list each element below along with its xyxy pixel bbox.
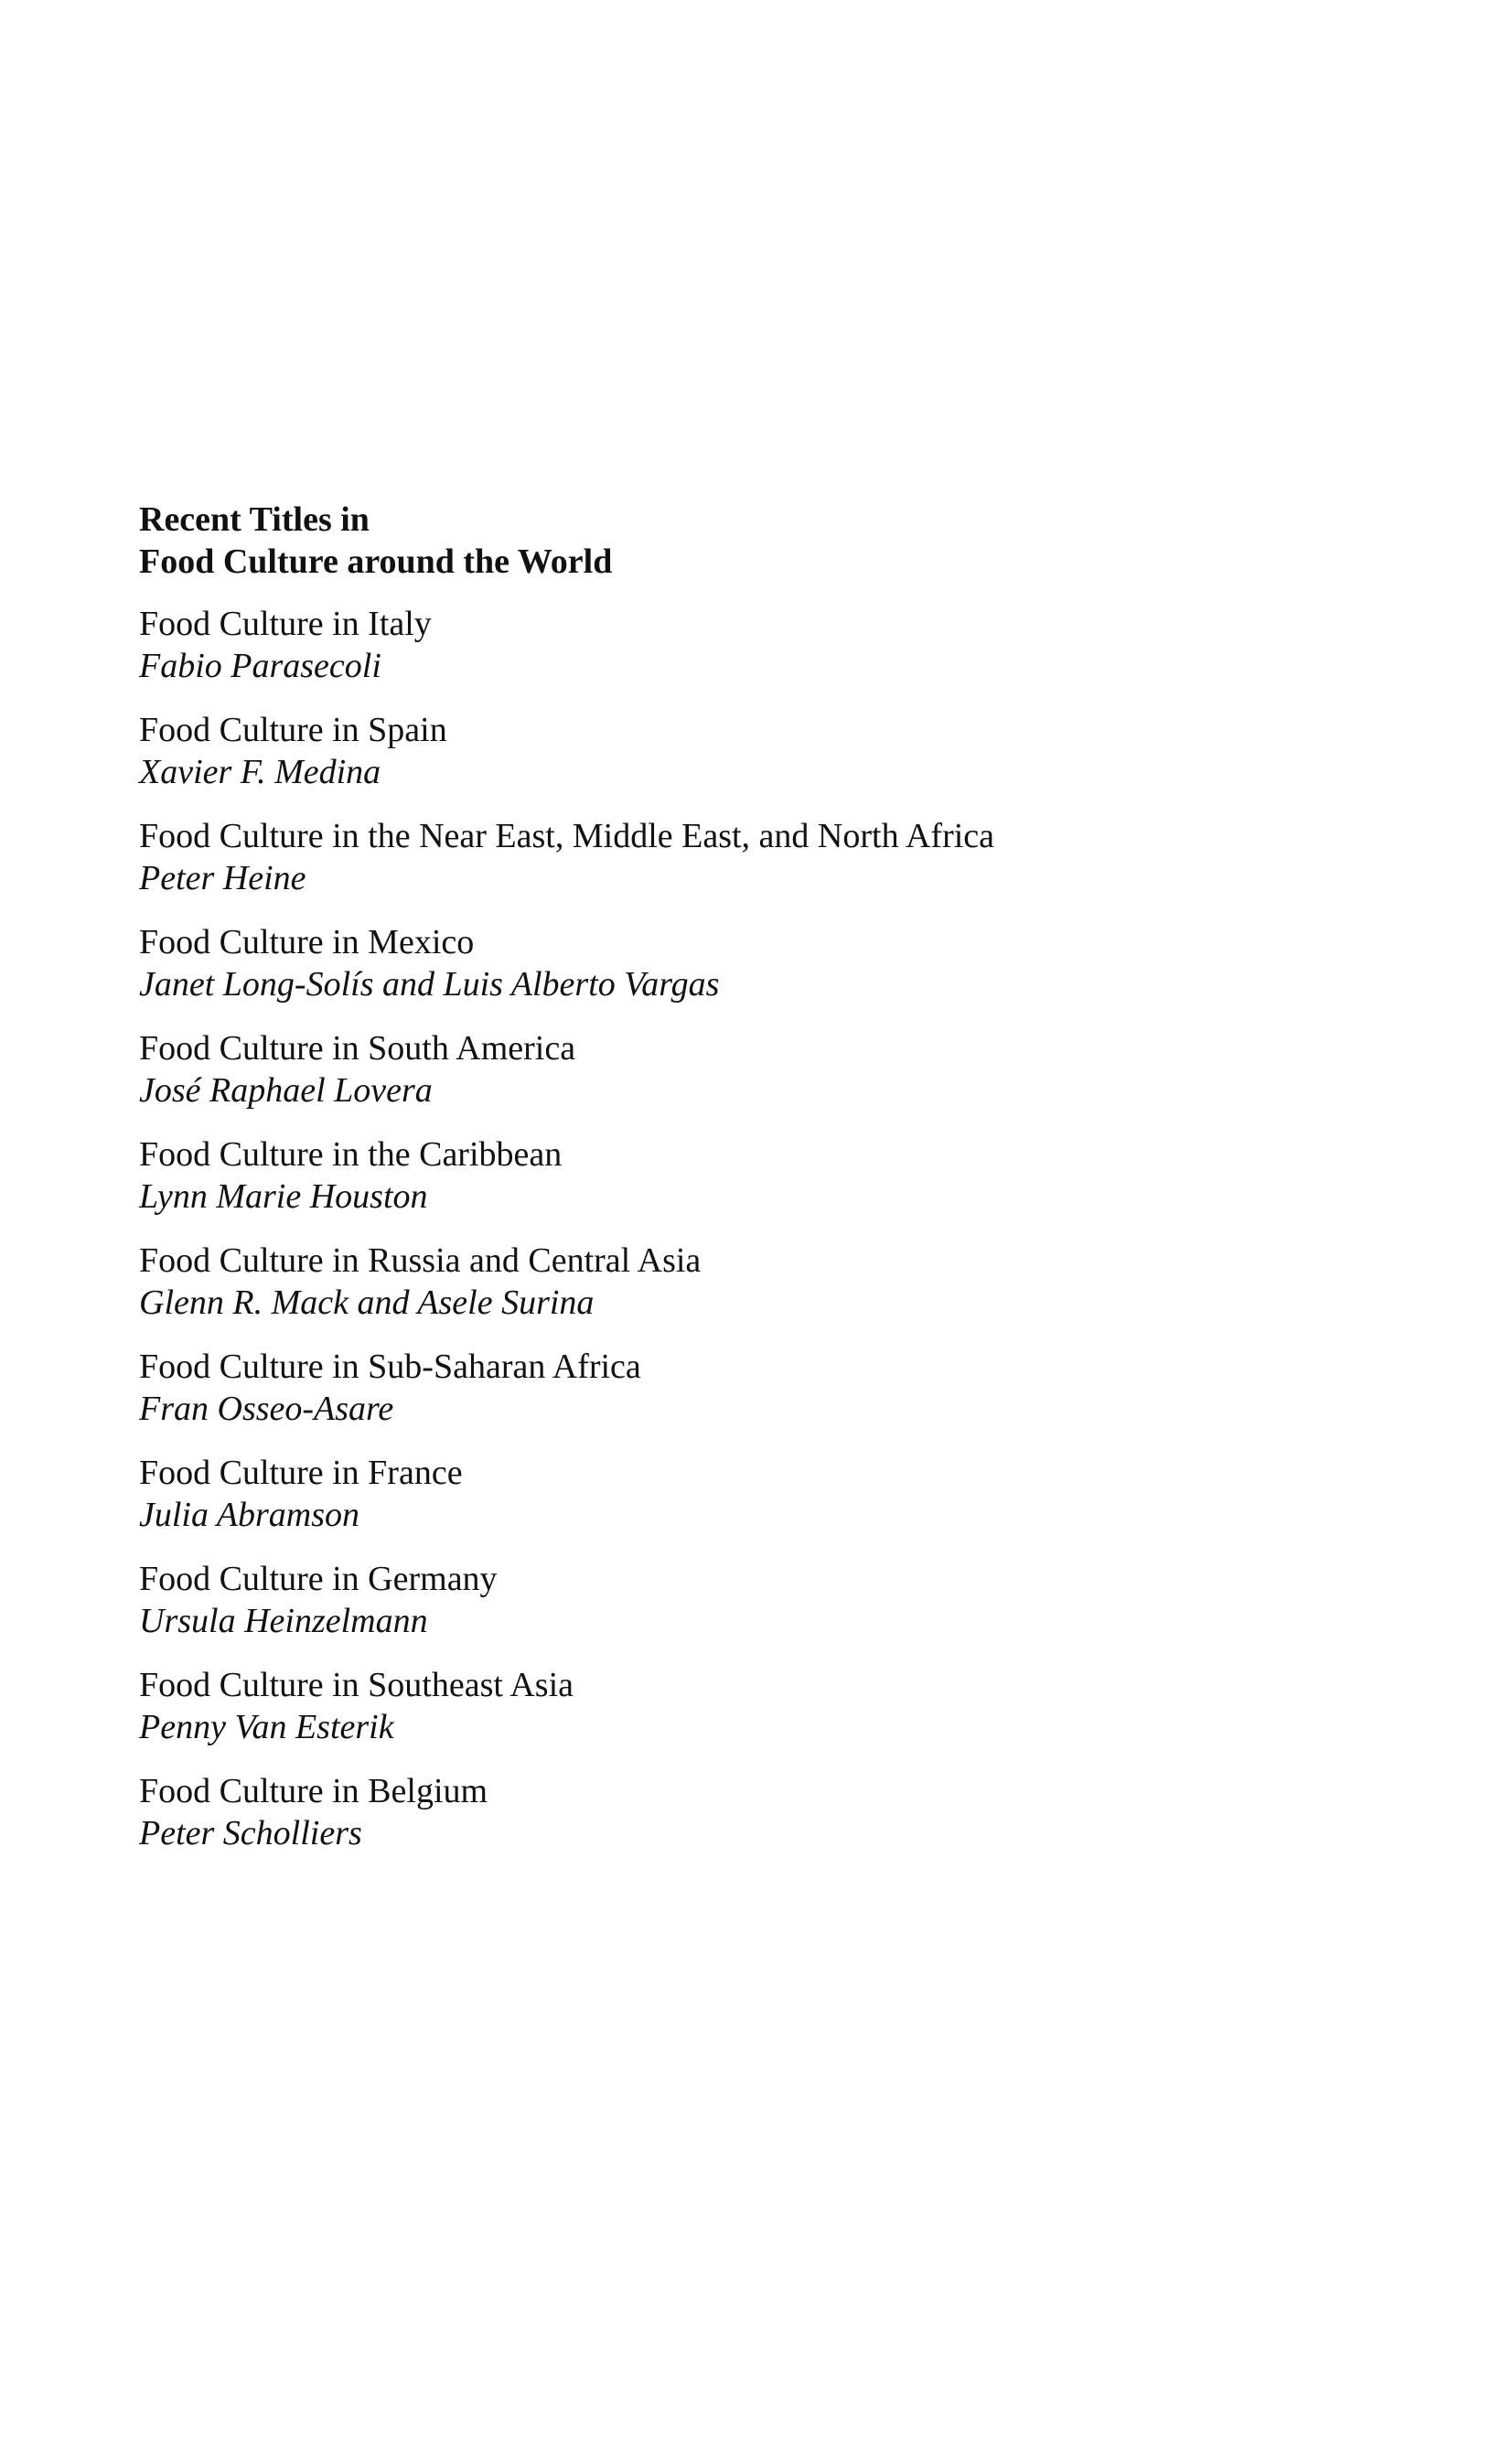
- title-entry: [139, 1346, 1328, 1430]
- title-list: [139, 603, 1328, 1854]
- series-heading-line-2: Food Culture around the World: [139, 542, 613, 581]
- book-title: Food Culture in South America: [139, 1029, 576, 1068]
- book-title: Food Culture in the Near East, Middle East, and North Africa: [139, 817, 995, 855]
- book-author: José Raphael Lovera: [139, 1071, 433, 1110]
- title-entry: [139, 1240, 1328, 1324]
- title-entry: [139, 1664, 1328, 1748]
- title-entry: [139, 815, 1328, 899]
- title-entry: [139, 1027, 1328, 1111]
- book-author: Fabio Parasecoli: [139, 647, 381, 685]
- title-entry: [139, 1558, 1328, 1642]
- book-title: Food Culture in Mexico: [139, 923, 475, 961]
- book-author: Fran Osseo-Asare: [139, 1390, 394, 1428]
- book-author: Glenn R. Mack and Asele Surina: [139, 1283, 595, 1322]
- title-entry: [139, 921, 1328, 1005]
- series-heading-line-1: Recent Titles in: [139, 500, 370, 539]
- book-author: Janet Long-Solís and Luis Alberto Vargas: [139, 965, 720, 1004]
- book-author: Peter Scholliers: [139, 1814, 362, 1852]
- book-title: Food Culture in the Caribbean: [139, 1135, 563, 1174]
- book-title: Food Culture in Spain: [139, 711, 447, 749]
- book-author: Julia Abramson: [139, 1496, 360, 1534]
- book-title: Food Culture in Germany: [139, 1560, 498, 1598]
- book-title: Food Culture in Italy: [139, 605, 432, 643]
- book-author: Ursula Heinzelmann: [139, 1602, 428, 1640]
- book-author: Peter Heine: [139, 859, 306, 897]
- title-entry: [139, 1452, 1328, 1536]
- book-author: Xavier F. Medina: [139, 753, 381, 791]
- book-author: Lynn Marie Houston: [139, 1177, 428, 1216]
- series-heading: [139, 499, 1328, 583]
- series-titles-block: [139, 499, 1328, 1876]
- title-entry: [139, 709, 1328, 793]
- book-title: Food Culture in Sub-Saharan Africa: [139, 1347, 641, 1386]
- title-entry: [139, 603, 1328, 687]
- book-author: Penny Van Esterik: [139, 1708, 394, 1746]
- book-title: Food Culture in Russia and Central Asia: [139, 1241, 702, 1280]
- book-title: Food Culture in Belgium: [139, 1772, 488, 1810]
- book-title: Food Culture in France: [139, 1454, 463, 1492]
- title-entry: [139, 1133, 1328, 1218]
- title-entry: [139, 1770, 1328, 1854]
- book-title: Food Culture in Southeast Asia: [139, 1666, 574, 1704]
